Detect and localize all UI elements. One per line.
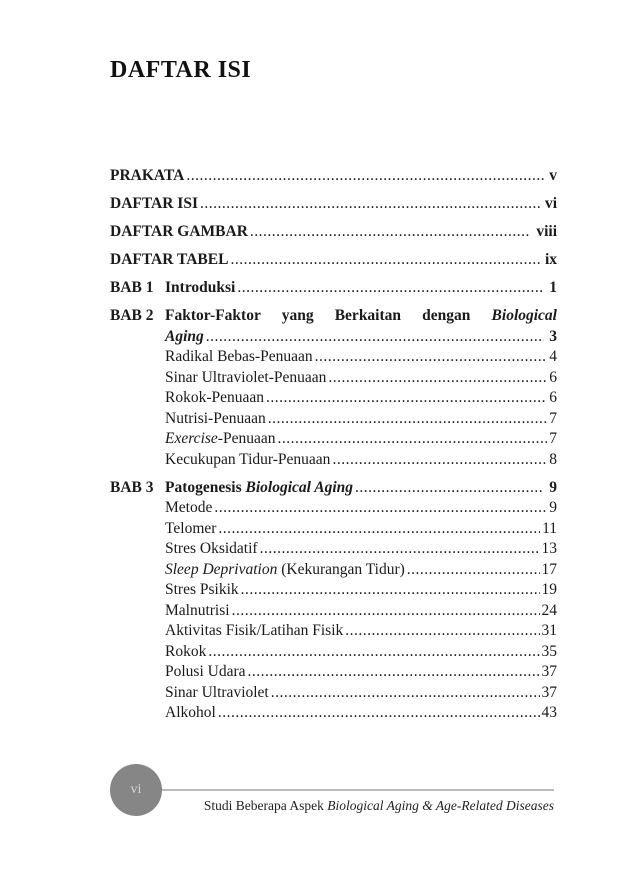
toc-page-number: 1 [549, 279, 557, 296]
toc-text-segment: Biological [491, 307, 557, 324]
toc-entry-title [165, 580, 239, 601]
toc-text-segment: Faktor-Faktor yang Berkaitan dengan [165, 307, 492, 324]
dot-leader [277, 429, 547, 450]
toc-entry-title [110, 194, 198, 215]
toc-text-segment: Exercise [165, 430, 218, 447]
toc-dot-line [165, 683, 557, 704]
toc-page-number: viii [536, 223, 557, 240]
toc-entry-body [110, 250, 557, 271]
dot-leader [248, 662, 540, 683]
toc-entry-body [110, 194, 557, 215]
toc-entry-sub [110, 450, 557, 471]
toc-page-number: 9 [549, 499, 557, 516]
toc-list [110, 166, 557, 724]
dot-leader [208, 642, 539, 663]
toc-entry-body [165, 429, 557, 450]
toc-entry-body [165, 368, 557, 389]
toc-page-number: 8 [549, 450, 557, 468]
toc-page-number: 37 [541, 683, 557, 701]
toc-text-segment: Malnutrisi [165, 601, 230, 619]
toc-dot-line [165, 703, 557, 724]
toc-text-segment: Aging [165, 327, 204, 345]
dot-leader [266, 388, 547, 409]
toc-text-segment: Polusi Udara [165, 663, 246, 680]
toc-entry-title [165, 539, 258, 560]
toc-entry-title [165, 388, 264, 409]
toc-entry-title [165, 662, 246, 683]
toc-text-segment: Kecukupan Tidur-Penuaan [165, 450, 331, 468]
toc-dot-line [165, 580, 557, 601]
toc-entry-front [110, 194, 557, 215]
toc-dot-line [165, 601, 557, 622]
toc-entry-body [165, 642, 557, 663]
toc-entry-body [110, 166, 557, 187]
toc-dot-line [110, 250, 557, 271]
toc-text-segment: Stres Oksidatif [165, 540, 258, 557]
dot-leader [268, 409, 548, 430]
toc-page-number: 4 [549, 348, 557, 365]
dot-leader [345, 621, 539, 642]
toc-entry-body [165, 347, 557, 368]
toc-dot-line [165, 450, 557, 471]
toc-entry-front [110, 250, 557, 271]
dot-leader [214, 498, 547, 519]
toc-entry-chapter [110, 278, 557, 299]
toc-page-number: 6 [549, 368, 557, 386]
dot-leader [250, 222, 531, 243]
dot-leader [206, 327, 544, 348]
toc-entry-title [110, 166, 184, 187]
dot-leader [186, 166, 544, 187]
toc-entry-title [165, 409, 266, 430]
dot-leader [271, 683, 540, 704]
toc-text-segment: Aktivitas Fisik/Latihan Fisik [165, 622, 344, 639]
toc-entry-sub [110, 498, 557, 519]
toc-entry-body [165, 703, 557, 724]
toc-entry-title [165, 478, 353, 499]
toc-entry-body [165, 683, 557, 704]
toc-page-number: 17 [541, 560, 557, 578]
toc-entry-sub [110, 642, 557, 663]
toc-entry-body [165, 539, 557, 560]
toc-text-segment: Introduksi [165, 279, 236, 296]
chapter-label: BAB 3 [110, 478, 154, 496]
toc-entry-title [165, 327, 204, 348]
toc-page-number: 24 [541, 601, 557, 619]
toc-entry-title [165, 703, 216, 724]
toc-text-segment: Studi Beberapa Aspek [203, 798, 328, 813]
toc-entry-title [165, 560, 405, 581]
dot-leader [332, 450, 547, 471]
toc-entry-sub [110, 388, 557, 409]
toc-entry-sub [110, 662, 557, 683]
toc-text-segment: Stres Psikik [165, 581, 239, 598]
toc-text-segment: Sleep Deprivation [165, 560, 278, 578]
toc-page-number: 37 [541, 663, 557, 680]
toc-page-number: 6 [549, 389, 557, 406]
toc-entry-body [165, 409, 557, 430]
toc-entry-title [165, 642, 206, 663]
toc-text-segment: Nutrisi-Penuaan [165, 409, 266, 427]
toc-dot-line [165, 347, 557, 368]
toc-text-segment: DAFTAR GAMBAR [110, 223, 248, 240]
toc-page-number: ix [544, 251, 557, 268]
toc-dot-line [165, 388, 557, 409]
toc-entry-chapter [110, 478, 557, 499]
toc-page-number: 19 [541, 581, 557, 598]
toc-dot-line [110, 166, 557, 187]
toc-dot-line [165, 539, 557, 560]
toc-text-segment: Sinar Ultraviolet [165, 683, 269, 701]
dot-leader [218, 519, 540, 540]
toc-text-segment: Rokok [165, 642, 207, 660]
footer-book-title [204, 798, 554, 814]
dot-leader [230, 250, 540, 271]
toc-text-segment: Metode [165, 499, 213, 516]
toc-entry-sub [110, 621, 557, 642]
toc-entry-sub [110, 580, 557, 601]
toc-entry-title [165, 278, 235, 299]
toc-entry-body [165, 450, 557, 471]
toc-entry-body [165, 580, 557, 601]
toc-dot-line [165, 621, 557, 642]
toc-entry-sub [110, 683, 557, 704]
toc-dot-line [165, 560, 557, 581]
dot-leader [355, 478, 544, 499]
toc-dot-line [165, 478, 557, 499]
toc-dot-line [165, 642, 557, 663]
toc-entry-body [165, 621, 557, 642]
toc-entry-title [165, 498, 212, 519]
toc-title-wrapped-line [165, 306, 557, 327]
toc-dot-line [165, 498, 557, 519]
chapter-label: BAB 1 [110, 279, 154, 296]
toc-entry-body [165, 601, 557, 622]
footer-divider-line [158, 789, 554, 791]
toc-entry-front [110, 222, 557, 243]
footer-page-number: vi [130, 782, 142, 797]
toc-entry-sub [110, 560, 557, 581]
toc-entry-sub [110, 429, 557, 450]
dot-leader [328, 368, 547, 389]
toc-page-number: 43 [541, 704, 557, 721]
toc-entry-body [165, 306, 557, 347]
toc-entry-body [165, 560, 557, 581]
toc-entry-title [110, 222, 248, 243]
toc-page-number: 9 [549, 478, 557, 496]
dot-leader [232, 601, 540, 622]
toc-entry-body [165, 519, 557, 540]
toc-entry-sub [110, 347, 557, 368]
toc-entry-sub [110, 601, 557, 622]
toc-dot-line [110, 222, 557, 243]
toc-entry-sub [110, 703, 557, 724]
toc-dot-line [165, 327, 557, 348]
toc-text-segment: DAFTAR TABEL [110, 251, 229, 268]
toc-dot-line [165, 429, 557, 450]
dot-leader [218, 703, 540, 724]
toc-entry-title [165, 683, 269, 704]
toc-entry-title [165, 450, 330, 471]
toc-entry-title [165, 519, 216, 540]
toc-entry-body [165, 498, 557, 519]
toc-entry-title [165, 347, 313, 368]
toc-page-number: 11 [542, 519, 557, 537]
toc-text-segment: Biological Aging & Age-Related Diseases [327, 798, 554, 813]
toc-text-segment: Patogenesis [165, 478, 246, 496]
toc-entry-front [110, 166, 557, 187]
toc-entry-sub [110, 368, 557, 389]
toc-entry-body [165, 278, 557, 299]
toc-entry-title [165, 601, 230, 622]
toc-page-number: 35 [541, 642, 557, 660]
dot-leader [241, 580, 540, 601]
toc-dot-line [165, 662, 557, 683]
toc-entry-body [165, 388, 557, 409]
footer-page-number-badge [110, 764, 162, 816]
toc-page-number: vi [544, 195, 557, 212]
toc-entry-sub [110, 519, 557, 540]
dot-leader [237, 278, 544, 299]
toc-dot-line [165, 368, 557, 389]
toc-entry-body [165, 478, 557, 499]
toc-text-segment: Alkohol [165, 704, 216, 721]
toc-entry-title [165, 368, 326, 389]
toc-text-segment: PRAKATA [110, 167, 185, 184]
toc-text-segment: -Penuaan [217, 430, 276, 447]
toc-entry-body [165, 662, 557, 683]
toc-dot-line [165, 409, 557, 430]
toc-text-segment: Radikal Bebas-Penuaan [165, 348, 313, 365]
toc-page-number: 3 [549, 327, 557, 345]
dot-leader [260, 539, 540, 560]
toc-page-number: 31 [541, 622, 557, 639]
toc-entry-title [165, 621, 343, 642]
toc-dot-line [110, 194, 557, 215]
toc-text-segment: Sinar Ultraviolet-Penuaan [165, 368, 327, 386]
toc-dot-line [165, 519, 557, 540]
toc-entry-body [110, 222, 557, 243]
toc-entry-title [165, 429, 275, 450]
toc-entry-title [110, 250, 228, 271]
toc-text-segment: Biological Aging [245, 478, 354, 496]
dot-leader [407, 560, 540, 581]
toc-page-number: 7 [549, 430, 557, 447]
dot-leader [200, 194, 540, 215]
toc-dot-line [165, 278, 557, 299]
toc-text-segment: Rokok-Penuaan [165, 389, 265, 406]
toc-text-segment: Telomer [165, 519, 217, 537]
dot-leader [315, 347, 548, 368]
toc-text-segment: DAFTAR ISI [110, 195, 198, 212]
toc-entry-sub [110, 409, 557, 430]
toc-page-number: v [549, 167, 557, 184]
toc-page-number: 7 [549, 409, 557, 427]
chapter-label: BAB 2 [110, 307, 154, 324]
page-title: DAFTAR ISI [110, 57, 252, 83]
toc-entry-sub [110, 539, 557, 560]
toc-text-segment: (Kekurangan Tidur) [277, 560, 405, 578]
toc-entry-chapter [110, 306, 557, 347]
toc-page-number: 13 [541, 540, 557, 557]
